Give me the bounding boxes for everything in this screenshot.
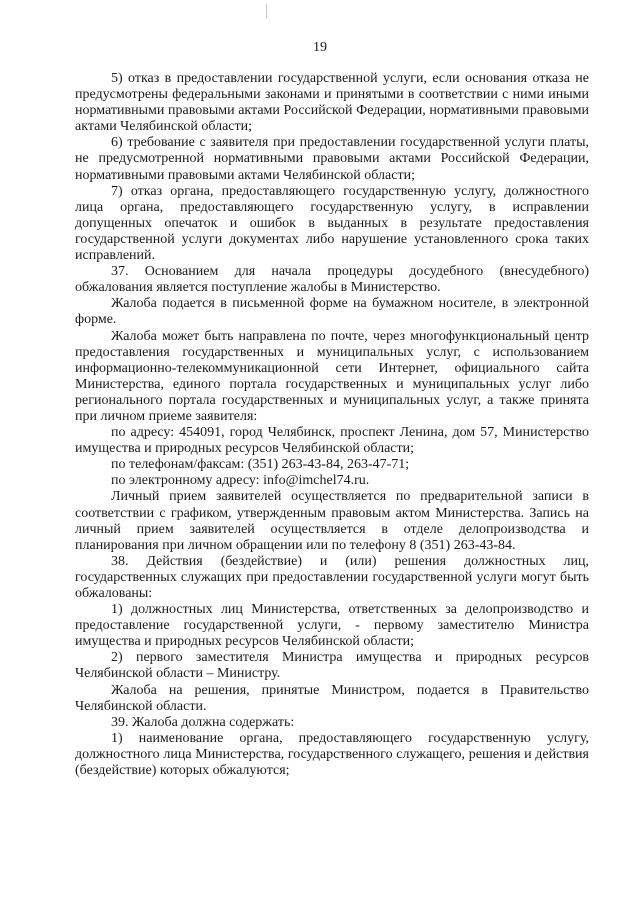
- scan-artifact-line: [266, 4, 267, 18]
- paragraph-personal-reception: Личный прием заявителей осуществляется по предварительной записи в соответствии с графиком, утвержденным правовым актом Министерства. Запись на личный прием заявителей осуществляется в отделе делопроизводства и планирования при личном обращении или по телефону 8 (351) 263-43-84.: [75, 489, 589, 553]
- paragraph-email: по электронному адресу: info@imchel74.ru.: [111, 473, 370, 489]
- page-number: 19: [313, 40, 327, 55]
- document-body: [75, 71, 589, 779]
- paragraph-item-6-fee-demand: 6) требование с заявителя при предоставлении государственной услуги платы, не предусмотренной нормативными правовыми актами Российской Федерации, нормативными правовыми актами Челябинской области;: [75, 135, 589, 183]
- paragraph-phone-fax: по телефонам/факсам: (351) 263-43-84, 263-47-71;: [111, 457, 410, 473]
- paragraph-37-grounds: 37. Основанием для начала процедуры досудебного (внесудебного) обжалования является поступление жалобы в Министерство.: [75, 264, 589, 296]
- paragraph-39-contents: 39. Жалоба должна содержать:: [111, 714, 295, 730]
- paragraph-item-5-refusal: 5) отказ в предоставлении государственной услуги, если основания отказа не предусмотрены федеральными законами и принятыми в соответствии с ними иными нормативными правовыми актами Российской Федерации, нормативными правовыми актами Челябинской области;: [75, 71, 589, 135]
- paragraph-38-appeal: 38. Действия (бездействие) и (или) решения должностных лиц, государственных служащих при предоставлении государственной услуги могут быть обжалованы:: [75, 553, 589, 601]
- paragraph-appeal-item-2: 2) первого заместителя Министра имущества и природных ресурсов Челябинской области – Министру.: [75, 650, 589, 682]
- paragraph-address: по адресу: 454091, город Челябинск, проспект Ленина, дом 57, Министерство имущества и природных ресурсов Челябинской области;: [75, 425, 589, 457]
- paragraph-contents-item-1: 1) наименование органа, предоставляющего государственную услугу, должностного лица Министерства, государственного служащего, решения и действия (бездействие) которых обжалуются;: [75, 730, 589, 779]
- paragraph-complaint-form: Жалоба подается в письменной форме на бумажном носителе, в электронной форме.: [75, 296, 589, 328]
- paragraph-appeal-item-1: 1) должностных лиц Министерства, ответственных за делопроизводство и предоставление государственной услуги, - первому заместителю Министра имущества и природных ресурсов Челябинской области;: [75, 602, 589, 650]
- paragraph-complaint-channels: Жалоба может быть направлена по почте, через многофункциональный центр предоставления государственных и муниципальных услуг, с использованием информационно-телекоммуникационной сети Интернет, официального сайта Министерства, единого портала государственных и муниципальных услуг либо регионального портала государственных и муниципальных услуг, а также принята при личном приеме заявителя:: [75, 328, 589, 424]
- paragraph-minister-decisions: Жалоба на решения, принятые Министром, подается в Правительство Челябинской области.: [75, 682, 589, 714]
- paragraph-item-7-correction-refusal: 7) отказ органа, предоставляющего государственную услугу, должностного лица органа, предоставляющего государственную услугу, в исправлении допущенных опечаток и ошибок в выданных в результате предоставления государственной услуги документах либо нарушение установленного срока таких исправлений.: [75, 183, 589, 264]
